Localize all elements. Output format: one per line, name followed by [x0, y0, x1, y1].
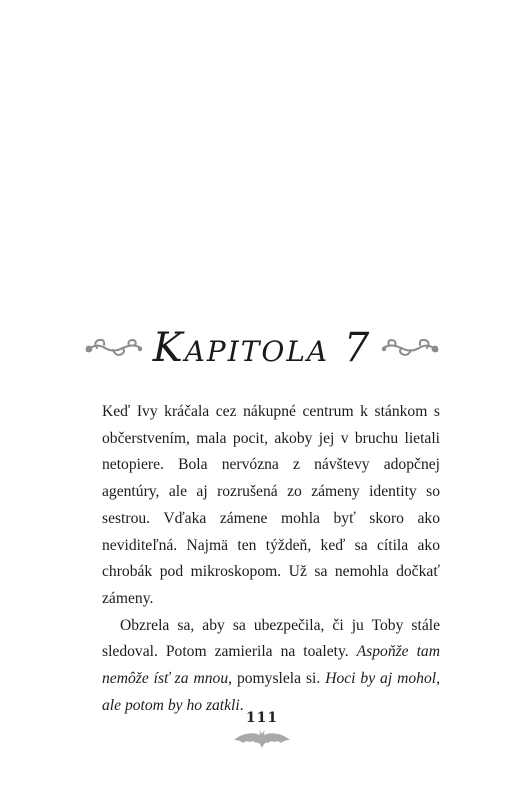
paragraph — [102, 613, 440, 720]
bat-icon — [232, 728, 292, 750]
paragraph — [102, 399, 440, 613]
paragraph-text: . — [239, 696, 244, 714]
page-number: 111 — [245, 710, 279, 726]
chapter-body — [102, 399, 440, 719]
swirl-flourish-icon — [379, 334, 441, 362]
italic-thought: Hoci by aj mohol, ale potom by ho zatkli — [102, 670, 440, 714]
paragraph-text: , pomyslela si. — [228, 670, 326, 688]
paragraph-text: Keď Ivy kráčala cez nákupné centrum k stánkom s občerstvením, mala pocit, akoby jej v bruchu lietali netopiere. Bola nervózna z návštevy adopčnej agentúry, ale aj rozrušená zo zámeny identity so sestrou. Vďaka zámene mohla byť skoro ako neviditeľná. Najmä ten týždeň, keď sa cítila ako chrobák pod mikroskopom. Už sa nemohla dočkať zámeny. — [102, 403, 440, 607]
paragraph-text: Obzrela sa, aby sa ubezpečila, či ju Toby stále sledoval. Potom zamierila na toalety. — [102, 616, 440, 661]
chapter-heading — [0, 318, 524, 378]
italic-thought: Aspoňže tam nemôže ísť za mnou — [102, 643, 440, 688]
chapter-title: Kapitola 7 — [152, 325, 372, 371]
swirl-flourish-icon — [83, 334, 145, 362]
